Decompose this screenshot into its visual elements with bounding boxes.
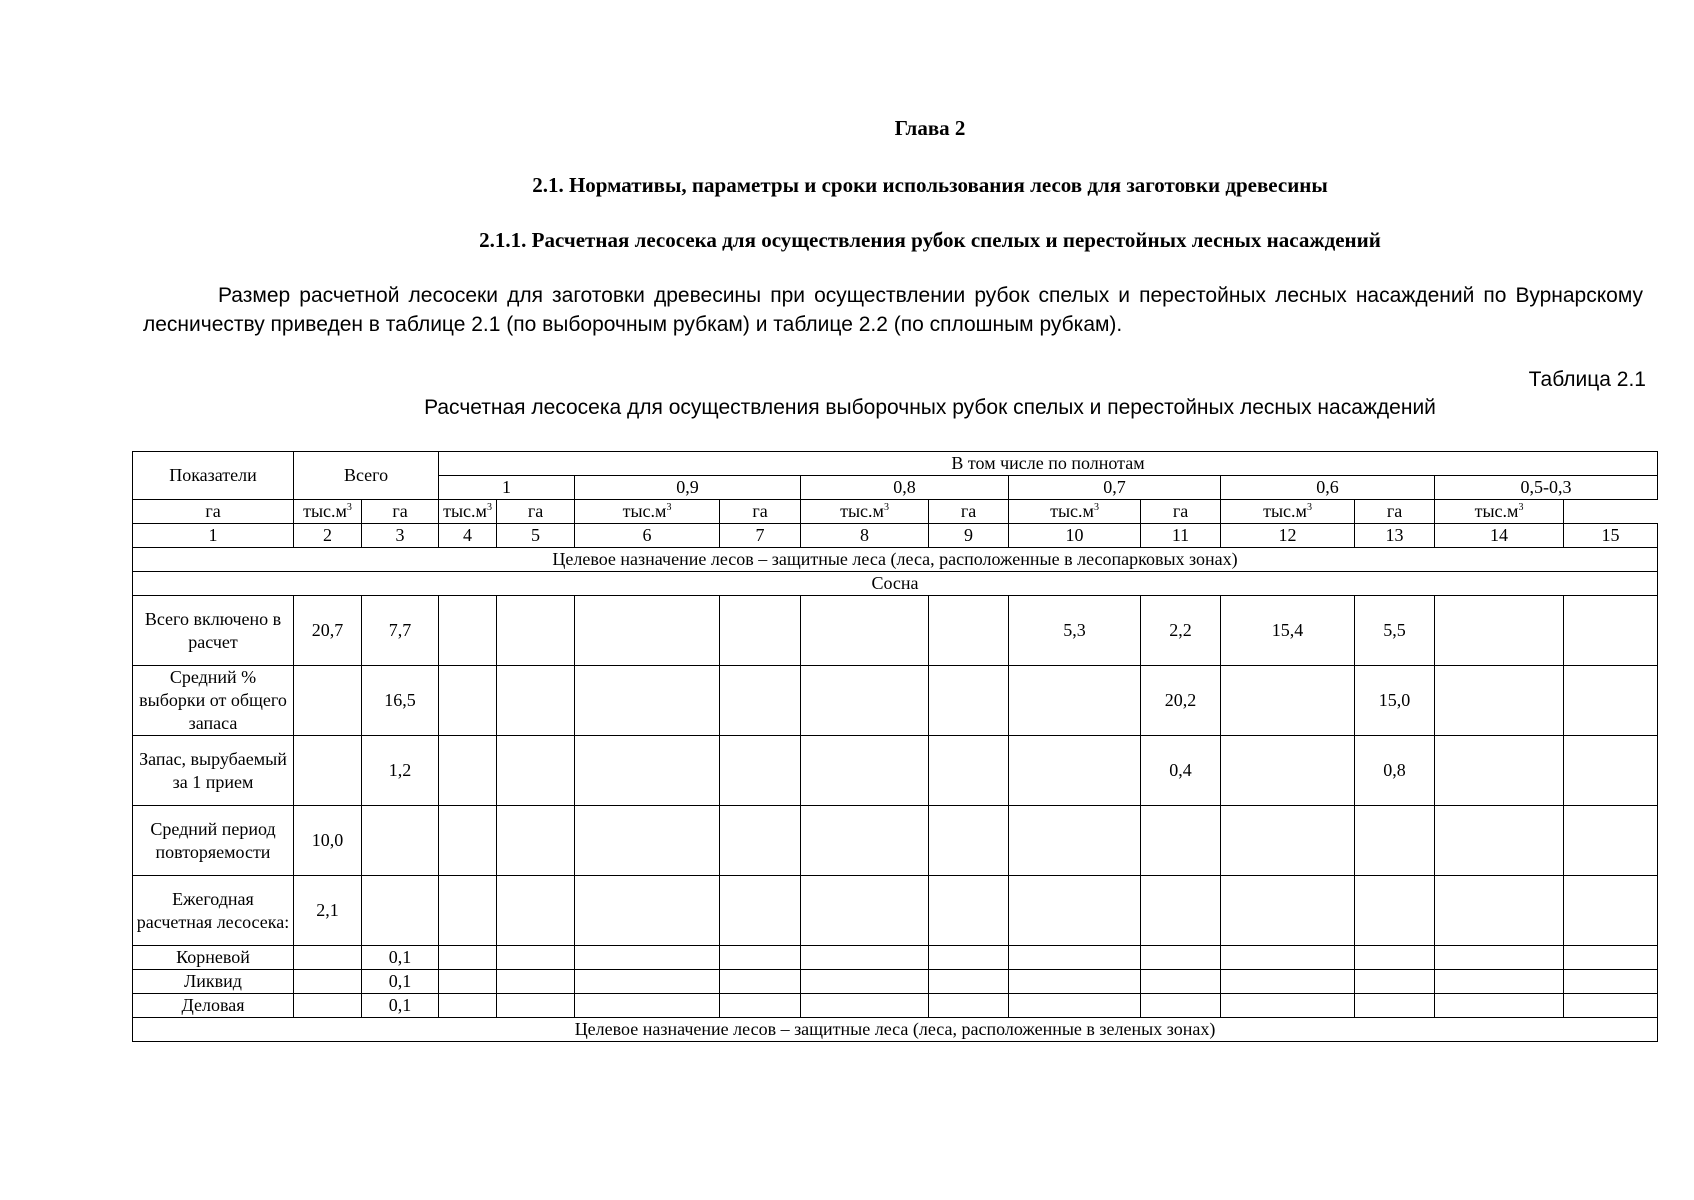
column-number: 10: [1009, 524, 1141, 548]
table-cell: [575, 596, 720, 666]
header-row-1: [133, 452, 1658, 476]
column-number: 13: [1355, 524, 1435, 548]
table-cell: 2,1: [294, 876, 362, 946]
table-cell: [1355, 806, 1435, 876]
table-cell: [1141, 970, 1221, 994]
table-cell: 1,2: [362, 736, 439, 806]
table-row: [133, 994, 1658, 1018]
table-cell: [1564, 806, 1658, 876]
table-cell: 16,5: [362, 666, 439, 736]
unit-volume-exponent: 3: [1093, 502, 1099, 513]
table-cell: [439, 994, 497, 1018]
table-cell: [801, 666, 929, 736]
table-cell: [801, 736, 929, 806]
table-cell: [1355, 970, 1435, 994]
unit-volume-exponent: 3: [486, 502, 492, 513]
table-cell: [929, 806, 1009, 876]
table-cell: [801, 946, 929, 970]
table-cell: [497, 876, 575, 946]
column-number: 9: [929, 524, 1009, 548]
table-row: [133, 666, 1658, 736]
table-cell: [575, 876, 720, 946]
table-cell: 15,4: [1221, 596, 1355, 666]
table-cell: [497, 946, 575, 970]
header-total: Всего: [294, 452, 439, 500]
unit-ha: га: [497, 500, 575, 524]
unit-volume: [294, 500, 362, 524]
unit-volume-exponent: 3: [883, 502, 889, 513]
unit-volume: [439, 500, 497, 524]
table-cell: [720, 946, 801, 970]
table-row: [133, 876, 1658, 946]
header-density: 0,9: [575, 476, 801, 500]
table-cell: [801, 970, 929, 994]
table-cell: [720, 970, 801, 994]
table-cell: [439, 806, 497, 876]
table-cell: [1221, 666, 1355, 736]
table-cell: [1221, 876, 1355, 946]
row-label: Деловая: [133, 994, 294, 1018]
table-cell: [1009, 994, 1141, 1018]
table-cell: [497, 970, 575, 994]
table-cell: [1141, 946, 1221, 970]
table-cell: [294, 970, 362, 994]
column-numbers-row: [133, 524, 1658, 548]
table-cell: [929, 736, 1009, 806]
column-number: 1: [133, 524, 294, 548]
table-cell: 2,2: [1141, 596, 1221, 666]
table-row: [133, 596, 1658, 666]
table-cell: [1435, 666, 1564, 736]
unit-volume: [801, 500, 929, 524]
table-cell: [801, 994, 929, 1018]
table-cell: [1435, 736, 1564, 806]
column-number: 7: [720, 524, 801, 548]
table-cell: 7,7: [362, 596, 439, 666]
unit-volume: [1435, 500, 1564, 524]
unit-volume-text: тыс.м: [443, 501, 487, 521]
intro-paragraph: Размер расчетной лесосеки для заготовки древесины при осуществлении рубок спелых и перестойных лесных насаждений по Вурнарскому лесничеству приведен в таблице 2.1 (по выборочным рубкам) и таблице 2.2 (по сплошным рубкам).: [143, 284, 1643, 336]
table-cell: [497, 806, 575, 876]
header-density: 0,5-0,3: [1435, 476, 1658, 500]
table-cell: 20,7: [294, 596, 362, 666]
table-cell: [1009, 666, 1141, 736]
unit-volume-text: тыс.м: [1050, 501, 1094, 521]
table-cell: [497, 596, 575, 666]
table-cell: [1564, 596, 1658, 666]
table-cell: 0,4: [1141, 736, 1221, 806]
table-cell: [1435, 946, 1564, 970]
units-row: [133, 500, 1658, 524]
row-label: Всего включено в расчет: [133, 596, 294, 666]
column-number: 8: [801, 524, 929, 548]
unit-volume-exponent: 3: [666, 502, 672, 513]
table-cell: [575, 970, 720, 994]
table-cell: 5,3: [1009, 596, 1141, 666]
table-cell: [439, 876, 497, 946]
unit-ha: га: [133, 500, 294, 524]
table-cell: [575, 806, 720, 876]
table-cell: [929, 666, 1009, 736]
table-cell: [1009, 806, 1141, 876]
table-cell: [1009, 946, 1141, 970]
table-row: [133, 806, 1658, 876]
table-cell: [929, 970, 1009, 994]
table-cell: [575, 946, 720, 970]
table-body: [133, 452, 1658, 1042]
column-number: 6: [575, 524, 720, 548]
table-cell: [720, 994, 801, 1018]
table-cell: [1009, 970, 1141, 994]
table-cell: [294, 946, 362, 970]
column-number: 14: [1435, 524, 1564, 548]
table-cell: [1141, 806, 1221, 876]
species-title: Сосна: [133, 572, 1658, 596]
row-label: Корневой: [133, 946, 294, 970]
unit-ha: га: [929, 500, 1009, 524]
column-number: 3: [362, 524, 439, 548]
table-cell: [720, 876, 801, 946]
table-row: [133, 970, 1658, 994]
section-heading: 2.1. Нормативы, параметры и сроки использования лесов для заготовки древесины: [532, 173, 1328, 197]
table-cell: [294, 666, 362, 736]
column-number: 5: [497, 524, 575, 548]
column-number: 2: [294, 524, 362, 548]
table-cell: [1141, 994, 1221, 1018]
unit-volume-text: тыс.м: [1474, 501, 1519, 521]
table-cell: [1221, 806, 1355, 876]
table-cell: [929, 596, 1009, 666]
table-cell: [575, 666, 720, 736]
table-cell: 20,2: [1141, 666, 1221, 736]
unit-ha: га: [1141, 500, 1221, 524]
table-cell: [1435, 876, 1564, 946]
table-cell: [1141, 876, 1221, 946]
table-cell: [1435, 806, 1564, 876]
unit-volume: [575, 500, 720, 524]
table-cell: 15,0: [1355, 666, 1435, 736]
unit-volume: [1009, 500, 1141, 524]
species-row: [133, 572, 1658, 596]
column-number: 11: [1141, 524, 1221, 548]
table-cell: [1221, 994, 1355, 1018]
unit-volume-exponent: 3: [1518, 502, 1524, 513]
unit-volume-text: тыс.м: [840, 501, 884, 521]
section-row: [133, 548, 1658, 572]
unit-volume: [1221, 500, 1355, 524]
table-cell: [929, 876, 1009, 946]
table-row: [133, 946, 1658, 970]
unit-volume-text: тыс.м: [1263, 501, 1307, 521]
unit-volume-exponent: 3: [1306, 502, 1312, 513]
row-label: Ликвид: [133, 970, 294, 994]
table-cell: [801, 596, 929, 666]
table-cell: [497, 994, 575, 1018]
column-number: 12: [1221, 524, 1355, 548]
table-label: Таблица 2.1: [1528, 368, 1646, 391]
table-cell: 0,1: [362, 994, 439, 1018]
row-label: Средний период повторяемости: [133, 806, 294, 876]
table-cell: [439, 736, 497, 806]
unit-ha: га: [1355, 500, 1435, 524]
table-cell: 0,1: [362, 970, 439, 994]
table-cell: [720, 666, 801, 736]
table-cell: [1564, 970, 1658, 994]
header-density: 1: [439, 476, 575, 500]
header-density: 0,8: [801, 476, 1009, 500]
table-cell: [497, 736, 575, 806]
allowable-cut-table: [132, 451, 1658, 1042]
table-cell: [720, 596, 801, 666]
section-row: [133, 1018, 1658, 1042]
table-cell: [801, 806, 929, 876]
table-cell: [720, 736, 801, 806]
chapter-heading: Глава 2: [894, 116, 966, 140]
unit-ha: га: [362, 500, 439, 524]
table-cell: [1564, 666, 1658, 736]
table-cell: [1435, 596, 1564, 666]
column-number: 15: [1564, 524, 1658, 548]
table-caption: Расчетная лесосека для осуществления выборочных рубок спелых и перестойных лесных насаждений: [424, 396, 1436, 419]
table-cell: 10,0: [294, 806, 362, 876]
table-cell: [1221, 970, 1355, 994]
table-cell: [1564, 876, 1658, 946]
unit-volume-text: тыс.м: [622, 501, 667, 521]
section-title: Целевое назначение лесов – защитные леса (леса, расположенные в зеленых зонах): [133, 1018, 1658, 1042]
unit-volume-text: тыс.м: [303, 501, 347, 521]
table-cell: [929, 994, 1009, 1018]
table-cell: [294, 736, 362, 806]
column-number: 4: [439, 524, 497, 548]
table-cell: [439, 666, 497, 736]
table-row: [133, 736, 1658, 806]
table-cell: [1009, 736, 1141, 806]
table-cell: [497, 666, 575, 736]
table-cell: [1355, 994, 1435, 1018]
table-cell: [362, 806, 439, 876]
table-cell: [929, 946, 1009, 970]
header-density: 0,7: [1009, 476, 1221, 500]
table-cell: [1435, 970, 1564, 994]
table-cell: [801, 876, 929, 946]
table-cell: [575, 736, 720, 806]
table-cell: [720, 806, 801, 876]
row-label: Средний % выборки от общего запаса: [133, 666, 294, 736]
table-cell: [439, 970, 497, 994]
table-cell: [294, 994, 362, 1018]
table-cell: [1355, 946, 1435, 970]
row-label: Ежегодная расчетная лесосека:: [133, 876, 294, 946]
table-cell: [439, 596, 497, 666]
unit-volume-exponent: 3: [346, 502, 352, 513]
table-cell: [439, 946, 497, 970]
table-cell: [1221, 946, 1355, 970]
table-cell: [1221, 736, 1355, 806]
table-cell: [1355, 876, 1435, 946]
table-cell: [575, 994, 720, 1018]
header-density: 0,6: [1221, 476, 1435, 500]
table-cell: [1564, 994, 1658, 1018]
table-cell: [1564, 946, 1658, 970]
unit-ha: га: [720, 500, 801, 524]
subsection-heading: 2.1.1. Расчетная лесосека для осуществления рубок спелых и перестойных лесных насаждений: [479, 228, 1381, 252]
table-cell: 5,5: [1355, 596, 1435, 666]
table-cell: 0,8: [1355, 736, 1435, 806]
header-by-density: В том числе по полнотам: [439, 452, 1658, 476]
table-cell: [1564, 736, 1658, 806]
header-indicators: Показатели: [133, 452, 294, 500]
section-title: Целевое назначение лесов – защитные леса (леса, расположенные в лесопарковых зонах): [133, 548, 1658, 572]
table-cell: [362, 876, 439, 946]
table-cell: [1435, 994, 1564, 1018]
row-label: Запас, вырубаемый за 1 прием: [133, 736, 294, 806]
table-cell: [1009, 876, 1141, 946]
table-cell: 0,1: [362, 946, 439, 970]
